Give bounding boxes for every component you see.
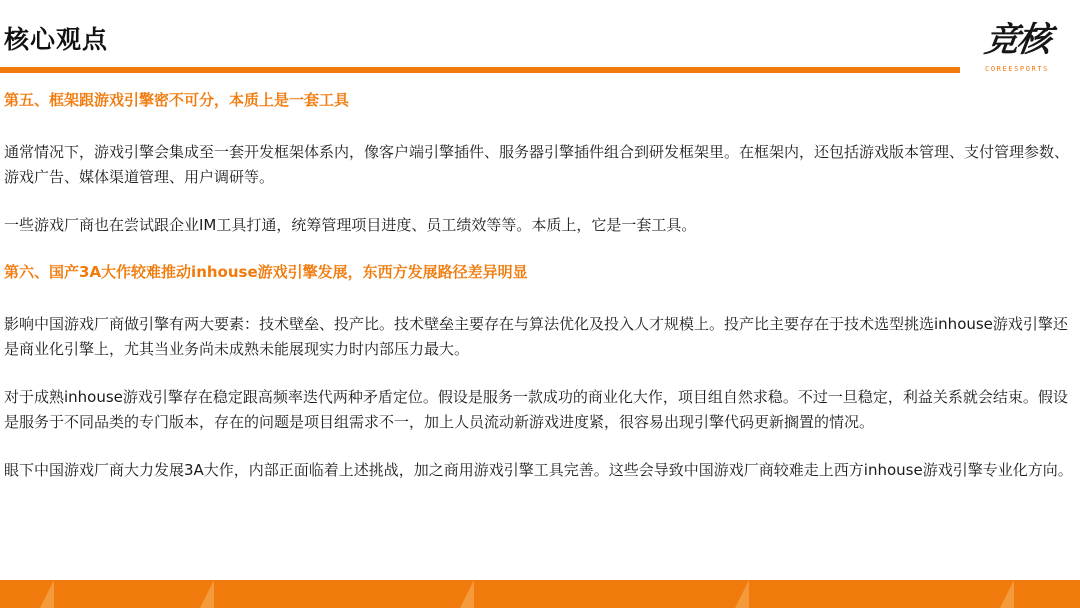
logo-mark: 竞核 xyxy=(982,20,1052,60)
header-divider xyxy=(0,67,960,73)
logo-subtext: COREESPORTS xyxy=(985,65,1049,73)
footer-bar xyxy=(0,580,1080,608)
paragraph: 影响中国游戏厂商做引擎有两大要素：技术壁垒、投产比。技术壁垒主要存在与算法优化及投入人才规模上。投产比主要存在于技术选型挑选inhouse游戏引擎还是商业化引擎上，尤其当业务尚未成熟未能展现实力时内部压力最大。 xyxy=(4,314,1068,358)
content-body xyxy=(4,88,1078,483)
paragraph: 通常情况下，游戏引擎会集成至一套开发框架体系内，像客户端引擎插件、服务器引擎插件组合到研发框架里。在框架内，还包括游戏版本管理、支付管理参数、游戏广告、媒体渠道管理、用户调研等。 xyxy=(4,142,1070,186)
brand-logo xyxy=(968,20,1066,76)
section-heading-6: 第六、国产3A大作较难推动inhouse游戏引擎发展，东西方发展路径差异明显 xyxy=(4,263,528,281)
paragraph: 一些游戏厂商也在尝试跟企业IM工具打通，统筹管理项目进度、员工绩效等等。本质上，它是一套工具。 xyxy=(4,215,697,234)
paragraph: 眼下中国游戏厂商大力发展3A大作，内部正面临着上述挑战，加之商用游戏引擎工具完善。这些会导致中国游戏厂商较难走上西方inhouse游戏引擎专业化方向。 xyxy=(4,460,1073,479)
page-title: 核心观点 xyxy=(4,25,109,54)
section-heading-5: 第五、框架跟游戏引擎密不可分，本质上是一套工具 xyxy=(4,91,350,109)
paragraph: 对于成熟inhouse游戏引擎存在稳定跟高频率迭代两种矛盾定位。假设是服务一款成功的商业化大作，项目组自然求稳。不过一旦稳定，利益关系就会结束。假设是服务于不同品类的专门版本，存在的问题是项目组需求不一，加上人员流动新游戏进度紧，很容易出现引擎代码更新搁置的情况。 xyxy=(4,387,1068,431)
